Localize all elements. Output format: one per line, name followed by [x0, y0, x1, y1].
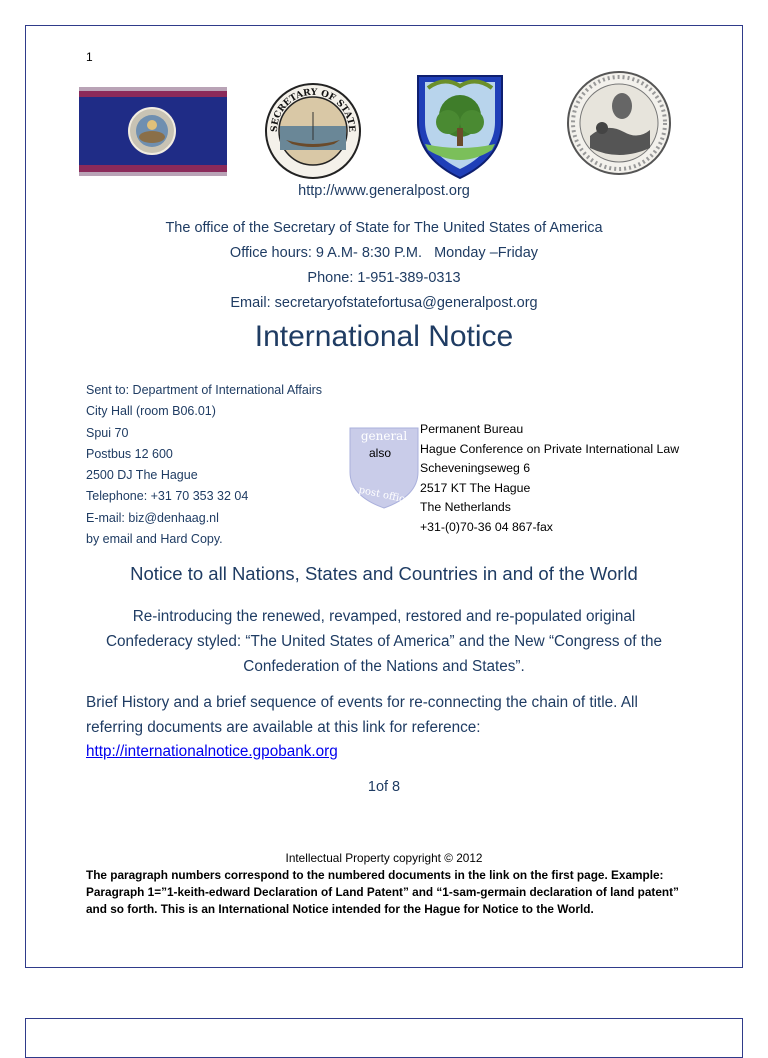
reference-link[interactable]: http://internationalnotice.gpobank.org [86, 743, 338, 760]
brief-history-text: Brief History and a brief sequence of events for re-connecting the chain of title. All referring documents are available at this link for reference: [86, 694, 638, 736]
also-to-line: 2517 KT The Hague [420, 480, 531, 495]
also-to-line: Hague Conference on Private International Law [420, 441, 680, 456]
sent-to-line: Sent to: Department of International Affairs [86, 383, 323, 397]
stamp-bottom-text: post office [357, 484, 412, 507]
sent-to-line: 2500 DJ The Hague [86, 468, 198, 483]
next-page-edge [25, 1018, 743, 1058]
stamp-also-text: also [368, 446, 392, 460]
copyright-line: Intellectual Property copyright © 2012 [285, 851, 483, 865]
email-line: Email: secretaryofstatefortusa@generalpost.org [230, 295, 538, 311]
also-to-line: Scheveningseweg 6 [420, 461, 531, 475]
also-to-address [420, 420, 679, 537]
notice-heading: Notice to all Nations, States and Countries in and of the World [130, 563, 638, 584]
great-seal-emblem [566, 70, 672, 176]
stamp-top-text: general [360, 429, 408, 443]
office-title-line: The office of the Secretary of State for The United States of America [165, 220, 603, 236]
sent-to-line: Postbus 12 600 [86, 446, 173, 461]
reintro-line: Re-introducing the renewed, revamped, restored and re-populated original [132, 608, 636, 625]
general-post-office-stamp [348, 426, 420, 510]
also-to-line: +31-(0)70-36 04 867-fax [420, 519, 553, 534]
reintro-line: Confederation of the Nations and States”. [243, 658, 525, 675]
sent-to-line: Telephone: +31 70 353 32 04 [86, 489, 249, 504]
sent-to-line: by email and Hard Copy. [86, 532, 223, 547]
reintroduction-paragraph [25, 604, 743, 679]
sent-to-line: Spui 70 [86, 425, 129, 440]
phone-line: Phone: 1-951-389-0313 [307, 270, 461, 286]
document-title: International Notice [254, 320, 514, 353]
page-of-count: 1of 8 [367, 779, 401, 795]
seal-ring-text: SECRETARY OF STATE [269, 87, 357, 133]
sent-to-address [86, 380, 322, 550]
office-hours-line: Office hours: 9 A.M- 8:30 P.M. Monday –Friday [229, 245, 539, 261]
website-url[interactable]: http://www.generalpost.org [298, 183, 470, 199]
reintro-line: Confederacy styled: “The United States of America” and the New “Congress of the [105, 633, 663, 650]
brief-history-paragraph [86, 691, 686, 765]
page-number: 1 [86, 50, 93, 64]
also-to-line: Permanent Bureau [420, 422, 524, 436]
flag-emblem [79, 87, 227, 176]
sent-to-line: City Hall (room B06.01) [86, 404, 216, 419]
footer-note: The paragraph numbers correspond to the numbered documents in the link on the first page. Example: Paragraph 1=”1-keith-edward Declaration of Land Patent” and “1-sam-germain declaration of land patent” and so forth. This is an International Notice intended for the Hague for Notice to the World. [86, 868, 679, 917]
also-to-line: The Netherlands [420, 500, 511, 514]
sent-to-line: E-mail: biz@denhaag.nl [86, 510, 219, 525]
secretary-of-state-seal [264, 82, 362, 180]
shield-emblem [414, 70, 506, 180]
